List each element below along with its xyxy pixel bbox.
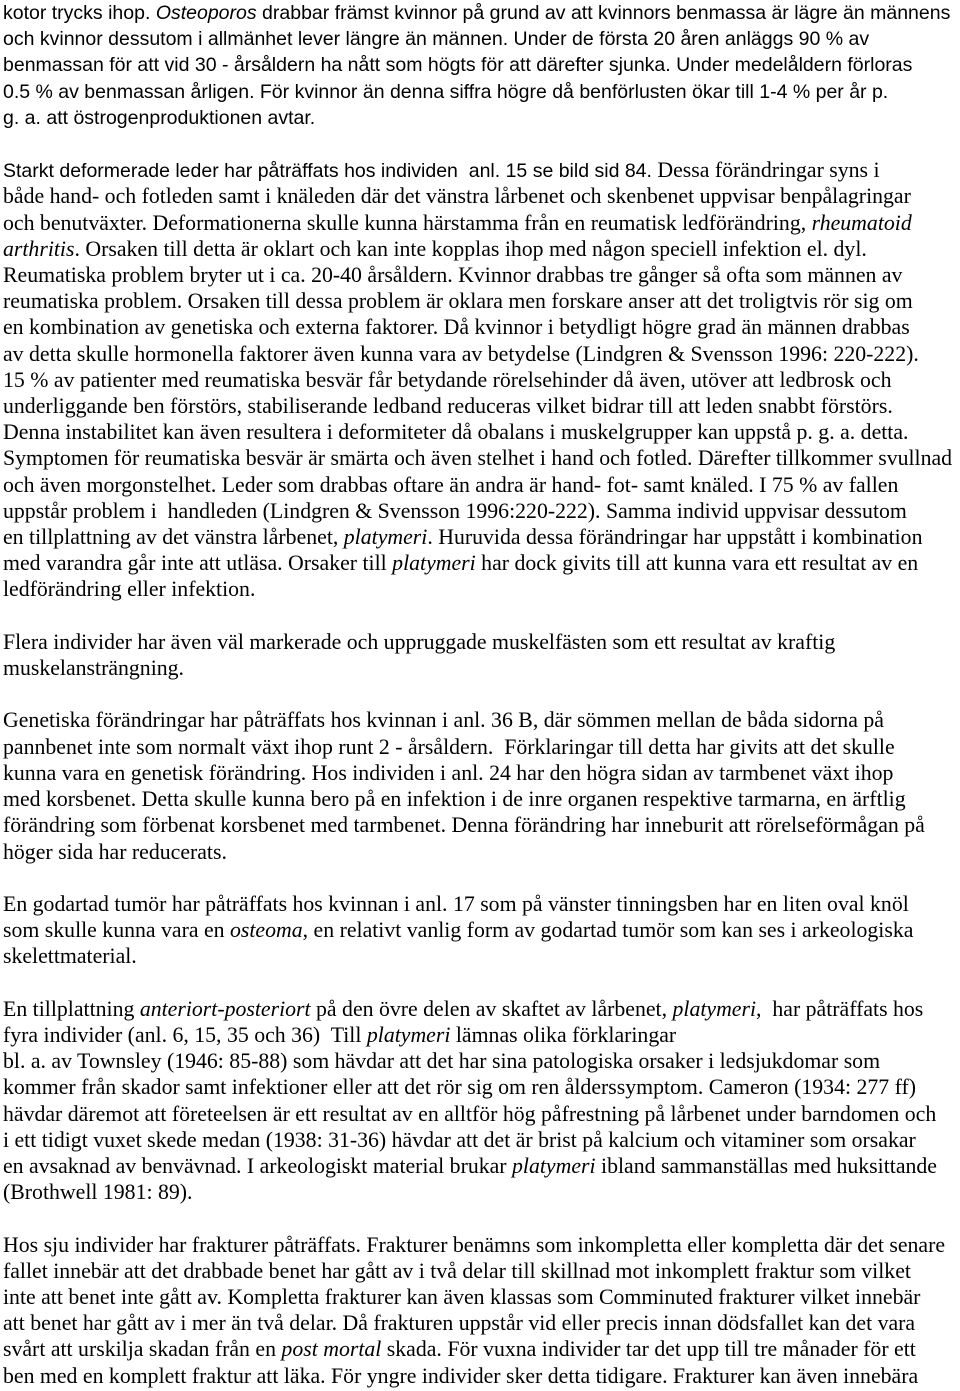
emphasized-term: anteriort-posteriort xyxy=(139,996,311,1021)
text-line xyxy=(3,1336,960,1362)
text-run: höger sida har reducerats. xyxy=(3,839,227,864)
text-line xyxy=(3,183,960,209)
text-run: Hos sju individer har frakturer påträffats. Frakturer benämns som inkompletta eller kompletta där det senare xyxy=(3,1232,946,1257)
text-line xyxy=(3,262,960,288)
text-run: ledförändring eller infektion. xyxy=(3,577,256,602)
text-run: . Orsaken till detta är oklart och kan inte kopplas ihop med någon speciell infektion el. dyl. xyxy=(74,236,867,261)
text-line xyxy=(3,760,960,786)
text-run: underliggande ben förstörs, stabiliserande ledband reduceras vilket bidrar till att leden snabbt förstörs. xyxy=(3,394,893,419)
text-line xyxy=(3,1022,960,1048)
text-line xyxy=(3,655,960,681)
text-run: inte att benet inte gått av. Kompletta frakturer kan även klassas som Comminuted frakturer vilket innebär xyxy=(3,1284,921,1309)
text-run: reumatiska problem. Orsaken till dessa problem är oklara men forskare anser att det troligtvis rör sig om xyxy=(3,289,913,314)
text-run: drabbar främst kvinnor på grund av att kvinnors benmassa är lägre än männens xyxy=(256,2,951,24)
text-run: kotor trycks ihop. xyxy=(3,2,156,24)
text-line xyxy=(3,839,960,865)
text-line xyxy=(3,288,960,314)
text-run: en tillplattning av det vänstra lårbenet, xyxy=(3,525,344,550)
text-line xyxy=(3,1048,960,1074)
text-line xyxy=(3,393,960,419)
text-run: Denna instabilitet kan även resultera i deformiteter då obalans i muskelgrupper kan uppstå p. g. a. detta. xyxy=(3,420,909,445)
text-run: g. a. att östrogenproduktionen avtar. xyxy=(3,106,316,129)
text-run: 15 % av patienter med reumatiska besvär får betydande rörelsehinder då även, utöver att ledbrosk och xyxy=(3,367,892,392)
text-line xyxy=(3,943,960,969)
text-run: skelettmaterial. xyxy=(3,944,137,969)
text-run: både hand- och fotleden samt i knäleden där det vänstra lårbenet och skenbenet uppvisar benpålagringar xyxy=(3,184,911,209)
text-run: att benet har gått av i mer än två delar. Då frakturen uppstår vid eller precis innan dödsfallet kan det vara xyxy=(3,1311,916,1336)
text-run: som skulle kunna vara en xyxy=(3,918,230,943)
text-run: har dock givits till att kunna vara ett resultat av en xyxy=(475,551,919,576)
text-line xyxy=(3,1310,960,1336)
text-run: muskelansträngning. xyxy=(3,656,185,681)
emphasized-term: rheumatoid xyxy=(811,210,912,235)
text-line xyxy=(3,472,960,498)
text-run: ibland sammanställas med huksittande xyxy=(595,1153,937,1178)
text-line xyxy=(3,576,960,602)
text-run: Flera individer har även väl markerade och uppruggade muskelfästen som ett resultat av kraftig xyxy=(3,629,836,654)
text-run: En godartad tumör har påträffats hos kvinnan i anl. 17 som på vänster tinningsben har en liten oval knöl xyxy=(3,891,909,916)
text-line xyxy=(3,419,960,445)
text-line xyxy=(3,917,960,943)
text-line xyxy=(3,1363,960,1389)
text-run: ben med en komplett fraktur att läka. För yngre individer sker detta tidigare. Frakturer kan även innebära xyxy=(3,1363,919,1388)
text-run: 0.5 % av benmassan årligen. För kvinnor än denna siffra högre då benförlusten ökar till 1-4 % per år p. xyxy=(3,80,889,103)
text-line xyxy=(3,550,960,576)
emphasized-term: platymeri xyxy=(512,1153,596,1178)
text-line xyxy=(3,26,960,52)
paragraph xyxy=(3,0,960,131)
text-line xyxy=(3,210,960,236)
text-run: bl. a. av Townsley (1946: 85-88) som hävdar att det har sina patologiska orsaker i ledsjukdomar som xyxy=(3,1049,881,1074)
emphasized-term: platymeri xyxy=(343,525,428,550)
text-run: av detta skulle hormonella faktorer även kunna vara av betydelse (Lindgren & Svensson 1996: 220-222). xyxy=(3,341,919,366)
text-run: kunna vara en genetisk förändring. Hos individen i anl. 24 har den högra sidan av tarmbenet växt ihop xyxy=(3,760,894,785)
text-line xyxy=(3,996,960,1022)
text-run: lämnas olika förklaringar xyxy=(450,1022,677,1047)
text-line xyxy=(3,1232,960,1258)
text-line xyxy=(3,314,960,340)
text-run: fyra individer (anl. 6, 15, 35 och 36) Till xyxy=(3,1022,367,1047)
text-line xyxy=(3,1127,960,1153)
text-run: i ett tidigt vuxet skede medan (1938: 31-36) hävdar att det är brist på kalcium och vitaminer som orsakar xyxy=(3,1127,916,1152)
text-run: med varandra går inte att utläsa. Orsaker till xyxy=(3,551,393,576)
text-line xyxy=(3,105,960,131)
paragraph xyxy=(3,157,960,602)
text-run: Reumatiska problem bryter ut i ca. 20-40 årsåldern. Kvinnor drabbas tre gånger så ofta som männen av xyxy=(3,263,903,288)
text-line xyxy=(3,891,960,917)
text-line xyxy=(3,734,960,760)
text-line xyxy=(3,707,960,733)
text-run: Starkt deformerade leder har påträffats hos individen anl. 15 se bild sid 84. xyxy=(3,160,652,183)
text-line xyxy=(3,812,960,838)
text-run: benmassan för att vid 30 - årsåldern ha nått som högts för att därefter sjunka. Under medelåldern förloras xyxy=(3,54,913,77)
text-run: kommer från skador samt infektioner eller att det rör sig om ren ålderssymptom. Cameron (1934: 277 ff) xyxy=(3,1075,917,1100)
text-run: pannbenet inte som normalt växt ihop runt 2 - årsåldern. Förklaringar till detta har givits att det skulle xyxy=(3,734,895,759)
text-run: En tillplattning xyxy=(3,996,140,1021)
text-line xyxy=(3,367,960,393)
text-line xyxy=(3,157,960,183)
text-run: . Huruvida dessa förändringar har uppstått i kombination xyxy=(427,525,923,550)
emphasized-term: platymeri xyxy=(392,551,476,576)
text-run: , en relativt vanlig form av godartad tumör som kan ses i arkeologiska xyxy=(302,918,914,943)
text-run: uppstår problem i handleden (Lindgren & Svensson 1996:220-222). Samma individ uppvisar dessutom xyxy=(3,498,907,523)
text-line xyxy=(3,629,960,655)
text-line xyxy=(3,79,960,105)
text-run: Symptomen för reumatiska besvär är smärta och även stelhet i hand och fotled. Därefter tillkommer svullnad xyxy=(3,446,953,471)
text-run: med korsbenet. Detta skulle kunna bero på en infektion i de inre organen respektive tarmarna, en ärftlig xyxy=(3,787,906,812)
paragraph xyxy=(3,891,960,970)
emphasized-term: platymeri xyxy=(366,1022,451,1047)
emphasized-term: arthritis xyxy=(3,236,75,261)
text-run: Genetiska förändringar har påträffats hos kvinnan i anl. 36 B, där sömmen mellan de båda sidorna på xyxy=(3,708,884,733)
text-line xyxy=(3,1284,960,1310)
text-line xyxy=(3,498,960,524)
text-run: , har påträffats hos xyxy=(756,996,924,1021)
text-line xyxy=(3,1179,960,1205)
text-run: Dessa förändringar syns i xyxy=(651,158,880,183)
text-run: och benutväxter. Deformationerna skulle kunna härstamma från en reumatisk ledförändring, xyxy=(3,210,812,235)
text-line xyxy=(3,236,960,262)
emphasized-term: post mortal xyxy=(281,1337,382,1362)
text-run: en avsaknad av benvävnad. I arkeologiskt material brukar xyxy=(3,1153,513,1178)
paragraph xyxy=(3,1232,960,1389)
text-line xyxy=(3,1101,960,1127)
text-run: fallet innebär att det drabbade benet har gått av i två delar till skillnad mot inkomplett fraktur som vilket xyxy=(3,1258,911,1283)
text-line xyxy=(3,445,960,471)
emphasized-term: Osteoporos xyxy=(155,2,257,24)
text-line xyxy=(3,786,960,812)
text-run: förändring som förbenat korsbenet med tarmbenet. Denna förändring har inneburit att rörelseförmågan på xyxy=(3,813,925,838)
text-run: skada. För vuxna individer tar det upp till tre månader för ett xyxy=(381,1337,916,1362)
text-run: (Brothwell 1981: 89). xyxy=(3,1180,193,1205)
emphasized-term: platymeri xyxy=(672,996,757,1021)
text-line xyxy=(3,341,960,367)
paragraph xyxy=(3,707,960,864)
text-run: och även morgonstelhet. Leder som drabbas oftare än andra är hand- fot- samt knäled. I 75 % av fallen xyxy=(3,472,899,497)
text-run: en kombination av genetiska och externa faktorer. Då kvinnor i betydligt högre grad än männen drabbas xyxy=(3,315,910,340)
text-line xyxy=(3,1153,960,1179)
emphasized-term: osteoma xyxy=(230,918,303,943)
text-line xyxy=(3,1074,960,1100)
text-line xyxy=(3,52,960,78)
text-line xyxy=(3,0,960,26)
text-run: på den övre delen av skaftet av lårbenet, xyxy=(310,996,673,1021)
text-line xyxy=(3,524,960,550)
text-run: svårt att urskilja skadan från en xyxy=(3,1337,282,1362)
paragraph xyxy=(3,629,960,681)
text-run: och kvinnor dessutom i allmänhet lever längre än männen. Under de första 20 åren anläggs 90 % av xyxy=(3,28,870,51)
text-run: hävdar däremot att företeelsen är ett resultat av en alltför hög påfrestning på lårbenet under barndomen och xyxy=(3,1101,937,1126)
text-line xyxy=(3,1258,960,1284)
paragraph xyxy=(3,996,960,1206)
